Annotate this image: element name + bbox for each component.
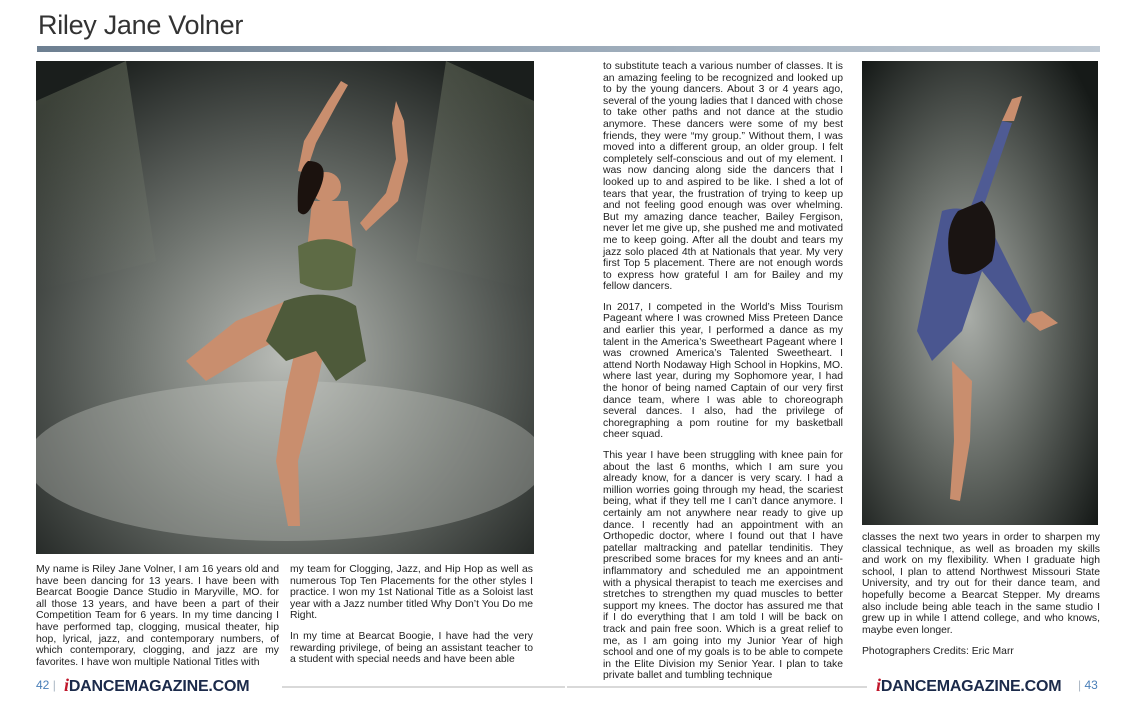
footer-rule-right xyxy=(567,686,867,688)
article-column-3 xyxy=(603,61,843,691)
divider: | xyxy=(1078,678,1082,692)
brand-logo-left[interactable] xyxy=(64,675,249,696)
footer-rule-left xyxy=(282,686,565,688)
brand-logo-right[interactable] xyxy=(876,675,1061,696)
brand-i: i xyxy=(876,675,881,695)
brand-i: i xyxy=(64,675,69,695)
page-number-right xyxy=(1078,678,1098,692)
paragraph: In 2017, I competed in the World’s Miss Tourism Pageant where I was crowned Miss Preteen Dance and earlier this year, I performed a dance as my talent in the America’s Sweetheart Pageant where I was crowned America’s Talented Sweetheart. I attend North Nodaway High School in Hopkins, MO. where last year, during my Sophomore year, I had the honor of being named Captain of our very first dance team, where I was able to choreograph several dances. I also, had the privilege of choregraphing a pom routine for my basketball cheer squad. xyxy=(603,301,843,441)
page-number-left xyxy=(36,678,56,692)
article-column-4 xyxy=(862,532,1100,658)
page-number-value: 42 xyxy=(36,678,50,692)
divider: | xyxy=(52,678,56,692)
paragraph: My name is Riley Jane Volner, I am 16 years old and have been dancing for 13 years. I have been with Bearcat Boogie Dance Studio in Maryville, MO. for all those 13 years, and have been a part of their Competition Team for 6 years. In my time dancing I have performed tap, clogging, musical theater, hip hop, lyrical, jazz, and contemporary numbers, of which contemporary, clogging, and jazz are my favorites. I have won multiple National Titles with xyxy=(36,564,279,668)
brand-text: DANCEMAGAZINE.COM xyxy=(880,678,1062,695)
article-column-2 xyxy=(290,564,533,675)
photo-credit: Photographers Credits: Eric Marr xyxy=(862,646,1014,658)
brand-text: DANCEMAGAZINE.COM xyxy=(68,678,250,695)
paragraph: This year I have been struggling with knee pain for about the last 6 months, which I am sure you already know, for a dancer is very scary. I had a million worries going through my head, the scariest being, what if they tell me I can’t dance anymore. I certainly am not anywhere near ready to give up dance. I recently had an appointment with an Orthopedic doctor, where I found out that I have patellar maltracking and patellar tendinitis. They prescribed some braces for my knees and an anti-inflammatory and scheduled me an appointment with a physical therapist to teach me exercises and stretches to strengthen my quad muscles to better support my knees. The doctor has assured me that if I do everything that I am told I will be back on track and pain free soon. Which is a great relief to me, as I am going into my Junior Year of high school and one of my goals is to be able to compete in the Elite Division my Senior Year. I plan to take private ballet and tumbling technique xyxy=(603,450,843,682)
article-column-1 xyxy=(36,564,279,677)
paragraph: my team for Clogging, Jazz, and Hip Hop as well as numerous Top Ten Placements for the other styles I practice. I won my 1st National Title as a Soloist last year with a Jazz number titled Why Don’t You Do me Right. xyxy=(290,564,533,622)
page-number-value: 43 xyxy=(1084,678,1098,692)
paragraph: In my time at Bearcat Boogie, I have had the very rewarding privilege, of being an assistant teacher to a student with special needs and have been able xyxy=(290,630,533,666)
paragraph: to substitute teach a various number of classes. It is an amazing feeling to be recognized and looked up to by the young dancers. About 3 or 4 years ago, several of the young ladies that I danced with chose to take other paths and not dance at the studio anymore. These dancers were some of my best friends, they were “my group.” Without them, I was moved into a different group, an older group. I felt completely self-conscious and out of my element. I was now dancing along side the dancers that I looked up to and aspired to be like. I shed a lot of tears that year, the frustration of trying to keep up and not feeling good enough was over whelming. But my amazing dance teacher, Bailey Fergison, never let me give up, she pushed me and motivated me to keep going. After all the doubt and tears my jazz solo placed 4th at Nationals that year. My very first Top 5 placement. There are not enough words to express how grateful I am for Bailey and my fellow dancers. xyxy=(603,61,843,293)
dancer-photo-right xyxy=(862,61,1098,525)
title-rule xyxy=(37,46,1100,52)
dancer-photo-left xyxy=(36,61,534,554)
article-title: Riley Jane Volner xyxy=(38,10,244,40)
paragraph: classes the next two years in order to sharpen my classical technique, as well as broaden my skills and work on my flexibility. When I graduate high school, I plan to attend Northwest Missouri State University, and try out for their dance team, and hopefully become a Bearcat Stepper. My dreams also include being able teach in the same studio I grew up in while I attend college, and who knows, maybe even longer. xyxy=(862,532,1100,636)
